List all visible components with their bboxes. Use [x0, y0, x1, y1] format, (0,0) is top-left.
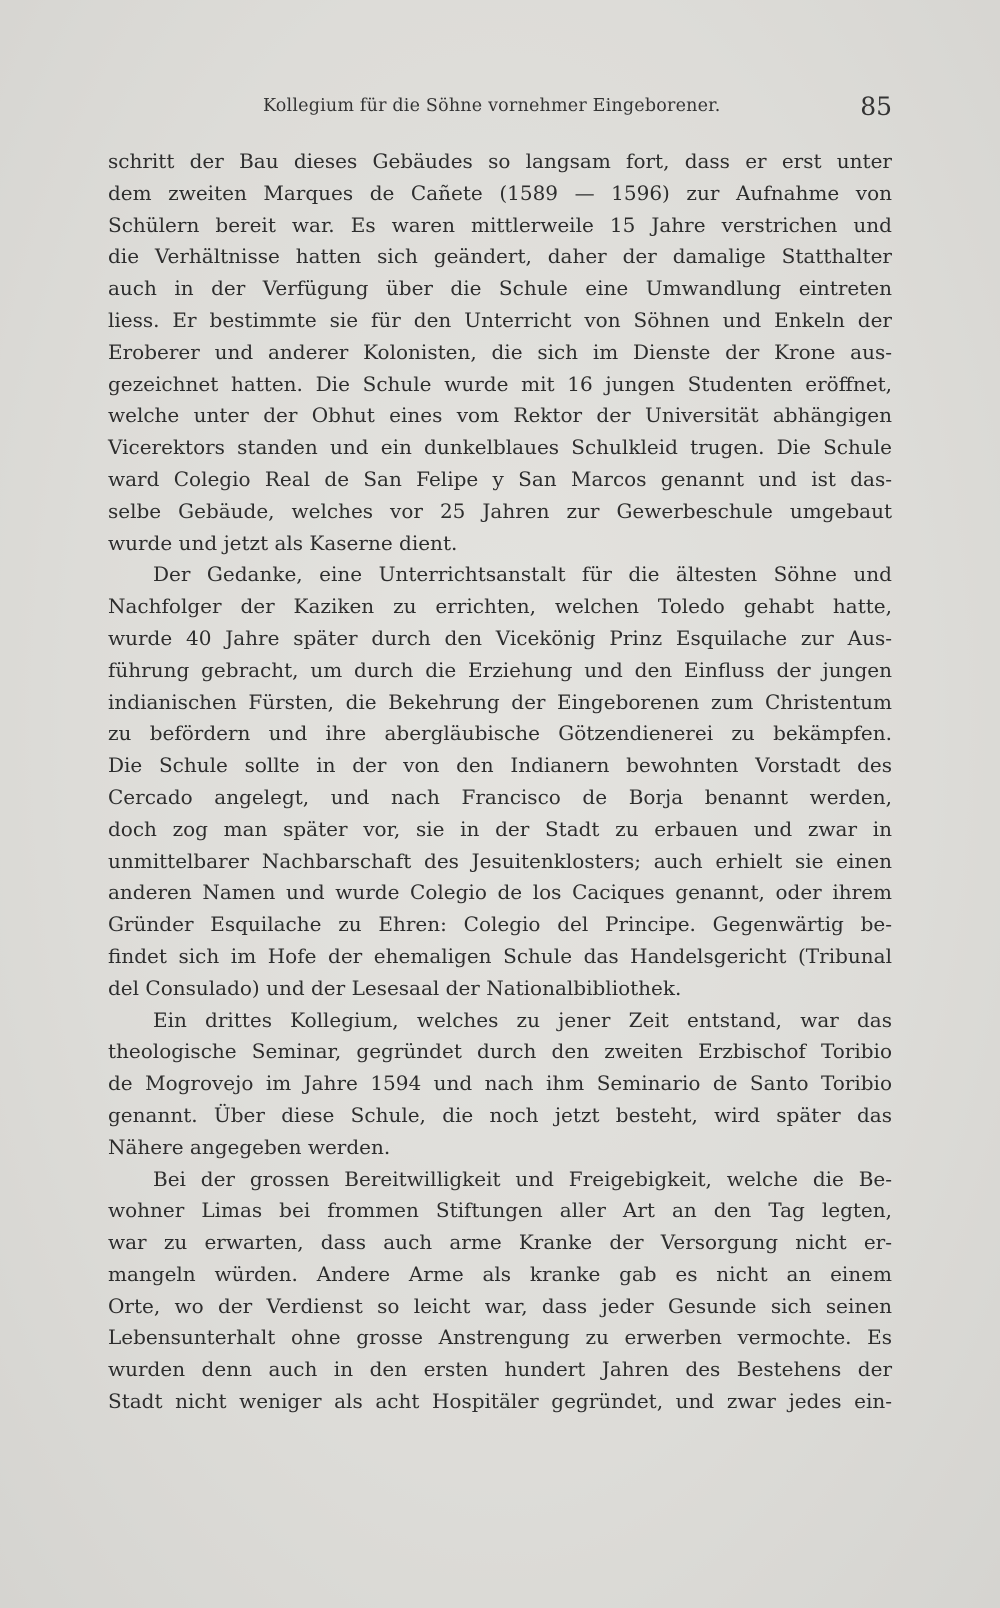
text-line: ward Colegio Real de San Felipe y San Marcos genannt und ist das- [108, 466, 892, 491]
body-text [108, 146, 892, 1418]
text-line: Cercado angelegt, und nach Francisco de Borja benannt werden, [108, 784, 892, 809]
text-line: zu befördern und ihre abergläubische Götzendienerei zu bekämpfen. [108, 721, 892, 746]
text-line: wurde und jetzt als Kaserne dient. [108, 530, 458, 555]
text-line: Orte, wo der Verdienst so leicht war, dass jeder Gesunde sich seinen [108, 1293, 892, 1318]
text-line: theologische Seminar, gegründet durch den zweiten Erzbischof Toribio [108, 1039, 892, 1064]
text-line: Stadt nicht weniger als acht Hospitäler gegründet, und zwar jedes ein- [108, 1389, 892, 1414]
text-line: Die Schule sollte in der von den Indianern bewohnten Vorstadt des [108, 753, 892, 778]
running-title: Kollegium für die Söhne vornehmer Eingeborener. [263, 96, 721, 116]
text-line: welche unter der Obhut eines vom Rektor der Universität abhängigen [108, 403, 892, 428]
text-line: liess. Er bestimmte sie für den Unterricht von Söhnen und Enkeln der [108, 307, 892, 332]
text-line: wurden denn auch in den ersten hundert Jahren des Bestehens der [108, 1357, 892, 1382]
text-line: Nähere angegeben werden. [108, 1134, 391, 1159]
text-line: unmittelbarer Nachbarschaft des Jesuitenklosters; auch erhielt sie einen [108, 848, 892, 873]
text-line: doch zog man später vor, sie in der Stadt zu erbauen und zwar in [108, 816, 892, 841]
text-line: del Consulado) und der Lesesaal der Nationalbibliothek. [108, 975, 682, 1000]
text-line: selbe Gebäude, welches vor 25 Jahren zur Gewerbeschule umgebaut [108, 498, 892, 523]
text-line: Schülern bereit war. Es waren mittlerweile 15 Jahre verstrichen und [108, 212, 892, 237]
text-line: de Mogrovejo im Jahre 1594 und nach ihm Seminario de Santo Toribio [108, 1071, 892, 1096]
text-line: die Verhältnisse hatten sich geändert, daher der damalige Statthalter [108, 244, 892, 269]
page-header [108, 92, 892, 126]
text-line: auch in der Verfügung über die Schule eine Umwandlung eintreten [108, 276, 892, 301]
page-number: 85 [860, 92, 892, 121]
text-line: Nachfolger der Kaziken zu errichten, welchen Toledo gehabt hatte, [108, 594, 892, 619]
text-line: Der Gedanke, eine Unterrichtsanstalt für die ältesten Söhne und [153, 562, 892, 587]
text-line: wohner Limas bei frommen Stiftungen aller Art an den Tag legten, [108, 1198, 892, 1223]
text-line: Ein drittes Kollegium, welches zu jener Zeit entstand, war das [153, 1007, 892, 1032]
text-line: war zu erwarten, dass auch arme Kranke der Versorgung nicht er- [108, 1230, 892, 1255]
text-line: Vicerektors standen und ein dunkelblaues Schulkleid trugen. Die Schule [108, 435, 892, 460]
text-line: Eroberer und anderer Kolonisten, die sich im Dienste der Krone aus- [108, 339, 892, 364]
text-line: dem zweiten Marques de Cañete (1589 — 1596) zur Aufnahme von [108, 180, 892, 205]
text-line: indianischen Fürsten, die Bekehrung der Eingeborenen zum Christentum [108, 689, 892, 714]
text-line: findet sich im Hofe der ehemaligen Schule das Handelsgericht (Tribunal [108, 943, 892, 968]
text-line: Lebensunterhalt ohne grosse Anstrengung zu erwerben vermochte. Es [108, 1325, 892, 1350]
text-line: Bei der grossen Bereitwilligkeit und Freigebigkeit, welche die Be- [153, 1166, 892, 1191]
text-line: schritt der Bau dieses Gebäudes so langsam fort, dass er erst unter [108, 149, 892, 173]
text-line: mangeln würden. Andere Arme als kranke gab es nicht an einem [108, 1261, 892, 1286]
text-line: wurde 40 Jahre später durch den Vicekönig Prinz Esquilache zur Aus- [108, 625, 892, 650]
text-line: gezeichnet hatten. Die Schule wurde mit 16 jungen Studenten eröffnet, [108, 371, 892, 396]
text-line: anderen Namen und wurde Colegio de los Caciques genannt, oder ihrem [108, 880, 892, 905]
text-line: führung gebracht, um durch die Erziehung und den Einfluss der jungen [108, 657, 892, 682]
text-line: Gründer Esquilache zu Ehren: Colegio del Principe. Gegenwärtig be- [108, 912, 892, 937]
text-line: genannt. Über diese Schule, die noch jetzt besteht, wird später das [108, 1102, 892, 1127]
